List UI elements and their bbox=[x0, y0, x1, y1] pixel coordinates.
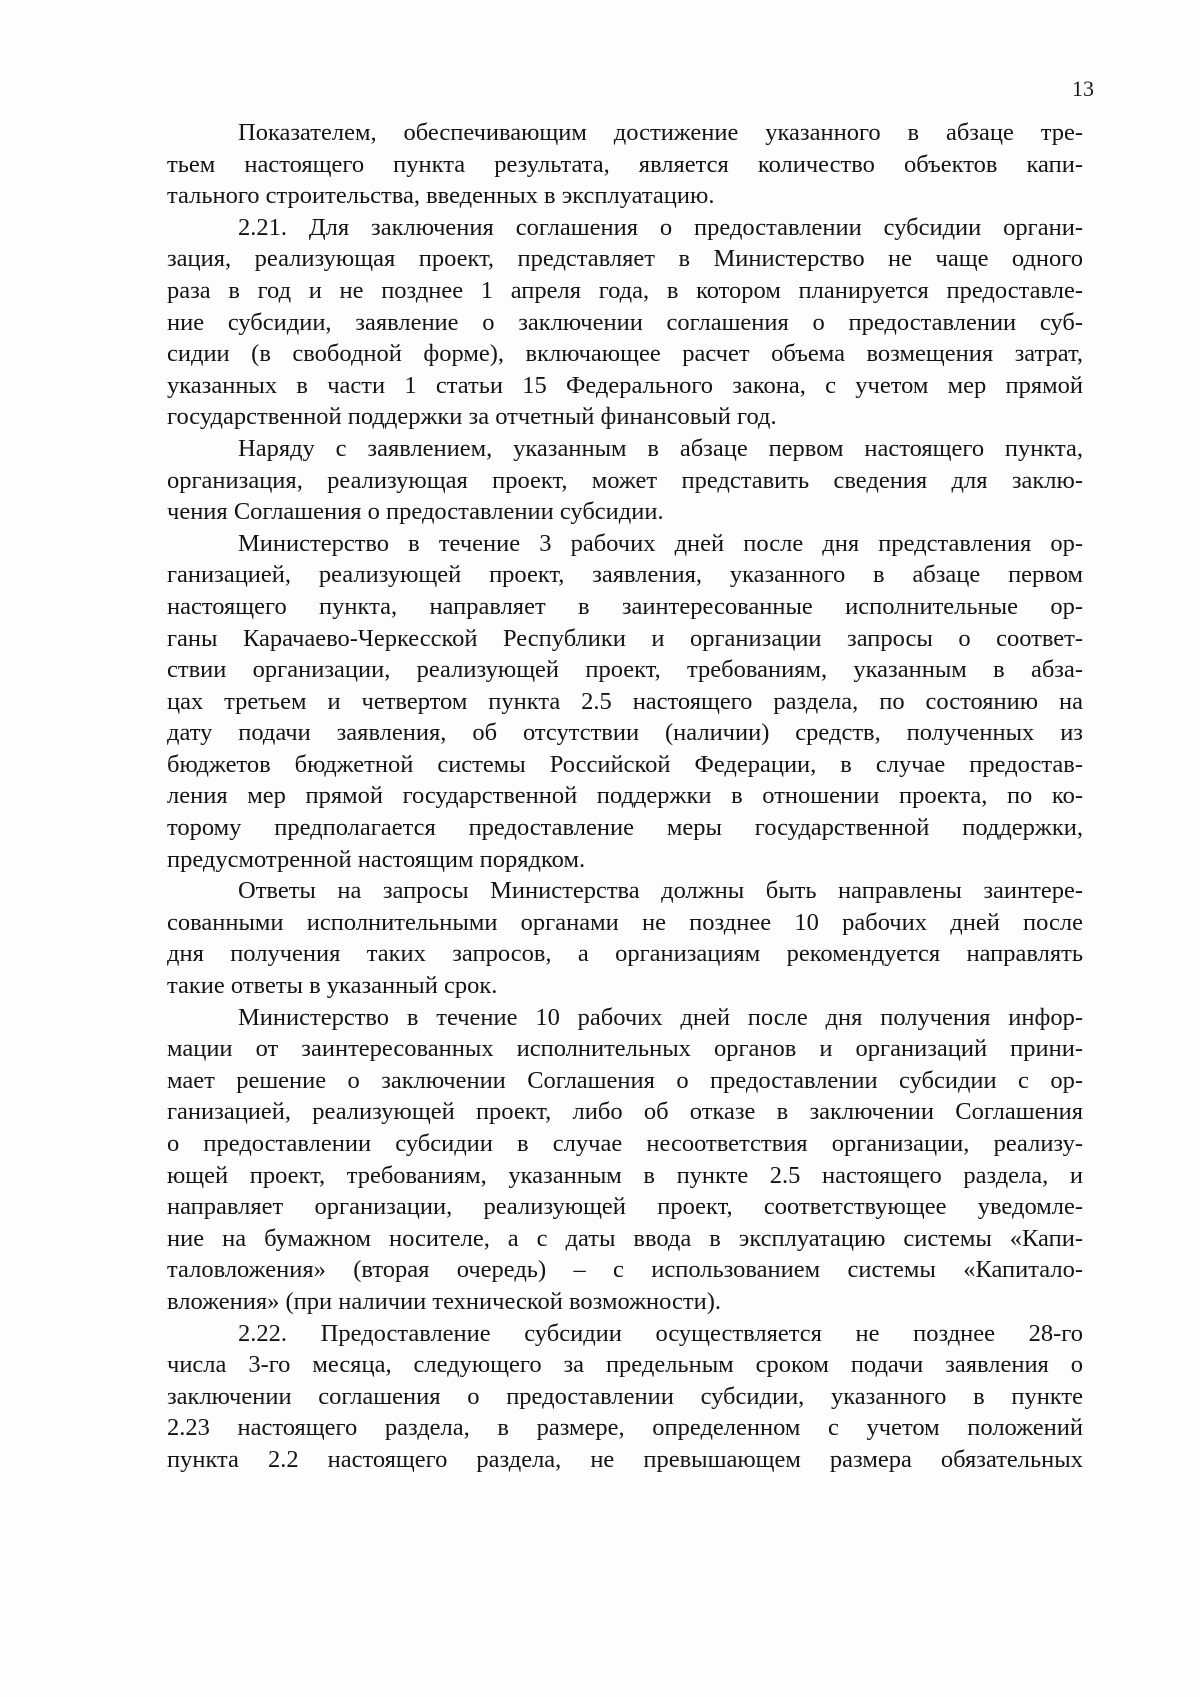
text-line: Министерство в течение 10 рабочих дней после дня получения инфор- bbox=[238, 1003, 1083, 1031]
text-line: таловложения» (вторая очередь) – с использованием системы «Капитало- bbox=[167, 1256, 1083, 1284]
text-line: 2.21. Для заключения соглашения о предоставлении субсидии органи- bbox=[238, 213, 1083, 241]
text-line: ние на бумажном носителе, а с даты ввода в эксплуатацию системы «Капи- bbox=[167, 1224, 1083, 1252]
text-line: ганизацией, реализующей проект, либо об отказе в заключении Соглашения bbox=[167, 1098, 1083, 1126]
document-body bbox=[167, 117, 1083, 1476]
text-line: мации от заинтересованных исполнительных органов и организаций прини- bbox=[167, 1035, 1083, 1063]
text-line: ганы Карачаево-Черкесской Республики и организации запросы о соответ- bbox=[167, 624, 1083, 652]
text-line: Наряду с заявлением, указанным в абзаце первом настоящего пункта, bbox=[238, 434, 1083, 462]
text-line: дату подачи заявления, об отсутствии (наличии) средств, полученных из bbox=[167, 719, 1083, 747]
text-line: Министерство в течение 3 рабочих дней после дня представления ор- bbox=[238, 529, 1083, 557]
text-line: чения Соглашения о предоставлении субсидии. bbox=[167, 498, 664, 526]
text-line: ние субсидии, заявление о заключении соглашения о предоставлении суб- bbox=[167, 308, 1083, 336]
text-line: тального строительства, введенных в эксплуатацию. bbox=[167, 182, 715, 210]
text-line: бюджетов бюджетной системы Российской Федерации, в случае предостав- bbox=[167, 750, 1083, 778]
text-line: цах третьем и четвертом пункта 2.5 настоящего раздела, по состоянию на bbox=[167, 687, 1083, 715]
text-line: заключении соглашения о предоставлении субсидии, указанного в пункте bbox=[167, 1382, 1083, 1410]
text-line: предусмотренной настоящим порядком. bbox=[167, 845, 586, 873]
text-line: дня получения таких запросов, а организациям рекомендуется направлять bbox=[167, 940, 1083, 968]
text-line: мает решение о заключении Соглашения о предоставлении субсидии с ор- bbox=[167, 1066, 1083, 1094]
text-line: сованными исполнительными органами не позднее 10 рабочих дней после bbox=[167, 908, 1083, 936]
text-line: направляет организации, реализующей проект, соответствующее уведомле- bbox=[167, 1193, 1083, 1221]
text-line: государственной поддержки за отчетный финансовый год. bbox=[167, 403, 777, 431]
text-line: организация, реализующая проект, может представить сведения для заклю- bbox=[167, 466, 1083, 494]
text-line: ганизацией, реализующей проект, заявления, указанного в абзаце первом bbox=[167, 561, 1083, 589]
text-line: настоящего пункта, направляет в заинтересованные исполнительные ор- bbox=[167, 592, 1083, 620]
text-line: торому предполагается предоставление меры государственной поддержки, bbox=[167, 814, 1083, 842]
text-line: ления мер прямой государственной поддержки в отношении проекта, по ко- bbox=[167, 782, 1083, 810]
text-line: пункта 2.2 настоящего раздела, не превышающем размера обязательных bbox=[167, 1445, 1083, 1473]
text-line: числа 3-го месяца, следующего за предельным сроком подачи заявления о bbox=[167, 1351, 1083, 1379]
text-line: вложения» (при наличии технической возможности). bbox=[167, 1287, 721, 1315]
text-line: Показателем, обеспечивающим достижение указанного в абзаце тре- bbox=[238, 119, 1083, 146]
text-line: указанных в части 1 статьи 15 Федерального закона, с учетом мер прямой bbox=[167, 371, 1083, 399]
text-line: зация, реализующая проект, представляет в Министерство не чаще одного bbox=[167, 245, 1083, 273]
text-line: о предоставлении субсидии в случае несоответствия организации, реализу- bbox=[167, 1130, 1083, 1157]
page-number: 13 bbox=[1072, 76, 1094, 101]
text-line: сидии (в свободной форме), включающее расчет объема возмещения затрат, bbox=[167, 340, 1083, 368]
text-line: ствии организации, реализующей проект, требованиям, указанным в абза- bbox=[167, 656, 1083, 684]
text-line: тьем настоящего пункта результата, является количество объектов капи- bbox=[167, 150, 1083, 178]
text-line: Ответы на запросы Министерства должны быть направлены заинтере- bbox=[238, 877, 1083, 905]
text-line: раза в год и не позднее 1 апреля года, в котором планируется предоставле- bbox=[167, 276, 1083, 304]
text-line: 2.23 настоящего раздела, в размере, определенном с учетом положений bbox=[167, 1414, 1083, 1442]
text-line: ющей проект, требованиям, указанным в пункте 2.5 настоящего раздела, и bbox=[167, 1161, 1083, 1189]
text-line: 2.22. Предоставление субсидии осуществляется не позднее 28-го bbox=[238, 1319, 1083, 1347]
text-line: такие ответы в указанный срок. bbox=[167, 972, 498, 1000]
